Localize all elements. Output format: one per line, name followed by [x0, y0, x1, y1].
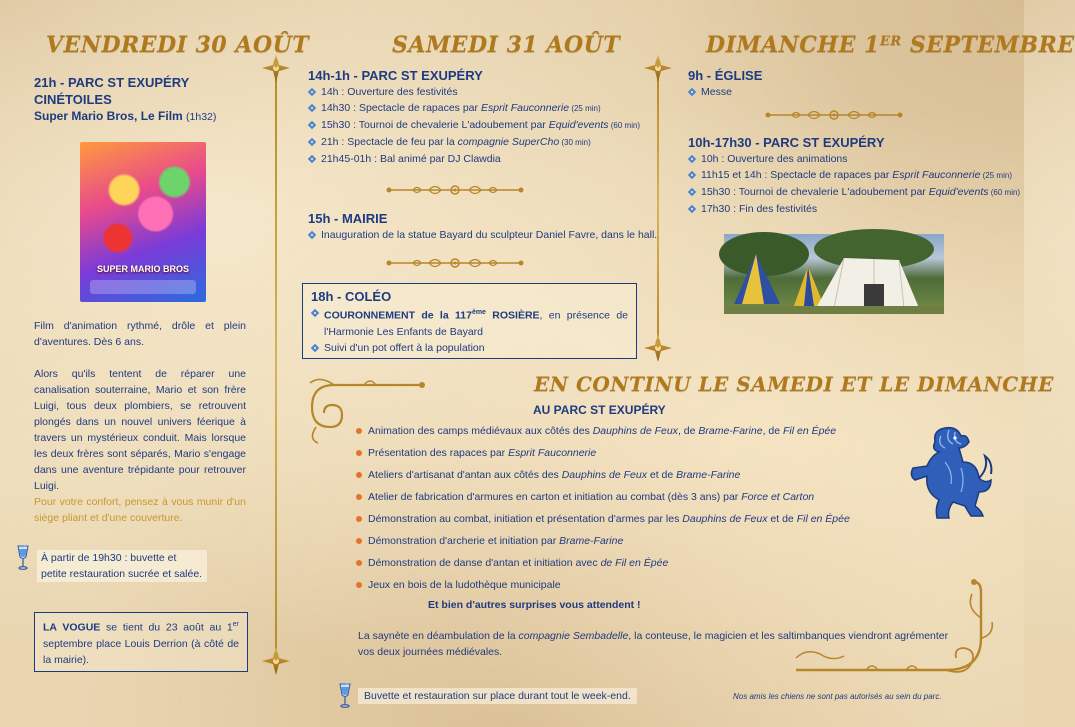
continuous-title: EN CONTINU LE SAMEDI ET LE DIMANCHE [534, 372, 1054, 396]
friday-description-2: Alors qu'ils tentent de réparer une canalisation souterraine, Mario et son frère Luigi, tous deux plombiers, se retrouvent plongés dans un nouvel univers féerique à travers un mystérieux conduit. Mais lorsque les deux frères sont séparés, Mario s'engage dans une aventure trépidante pour retrouver Luigi. [34, 368, 246, 492]
saynete-text: La saynète en déambulation de la compagnie Sembadelle, la conteuse, le magicien et les saltimbanques viendront agrémenter vos deux journées médiévales. [358, 630, 949, 658]
movie-poster [80, 142, 206, 302]
sunday-venue-2: 10h-17h30 - PARC ST EXUPÉRY [688, 135, 885, 150]
divider-right [657, 72, 659, 344]
saturday-venue-2: 15h - MAIRIE [308, 211, 388, 226]
continuous-buvette: Buvette et restauration sur place durant tout le week-end. [358, 688, 637, 704]
activity-item: Démonstration d'archerie et initiation par Brame-Farine [356, 530, 876, 552]
friday-venue: 21h - PARC ST EXUPÉRY [34, 75, 190, 90]
ornament-divider [385, 183, 525, 197]
activity-item: Présentation des rapaces par Esprit Fauconnerie [356, 442, 876, 464]
friday-buvette: À partir de 19h30 : buvette et petite restauration sucrée et salée. [37, 550, 207, 582]
list-item: 11h15 et 14h : Spectacle de rapaces par Esprit Fauconnerie (25 min) [688, 167, 1008, 184]
film-title: Super Mario Bros, Le Film [34, 109, 183, 123]
list-item: Suivi d'un pot offert à la population [311, 340, 628, 356]
sunday-venue-1: 9h - ÉGLISE [688, 68, 763, 83]
friday-event: CINÉTOILES [34, 92, 112, 107]
ornament-divider [764, 108, 904, 122]
activity-item: Démonstration de danse d'antan et initiation avec de Fil en Épée [356, 552, 876, 574]
sunday-block-1 [688, 68, 1008, 100]
activity-item: Ateliers d'artisanat d'antan aux côtés des Dauphins de Feux et de Brame-Farine [356, 464, 876, 486]
medieval-tents-photo [724, 234, 944, 314]
divider-left [275, 72, 277, 660]
ornament-divider [385, 256, 525, 270]
list-item: 21h45-01h : Bal animé par DJ Clawdia [308, 151, 648, 167]
list-item: Messe [688, 84, 1008, 100]
list-item: COURONNEMENT de la 117ème ROSIÈRE, en présence de l'Harmonie Les Enfants de Bayard [311, 305, 628, 340]
friday-film [34, 108, 254, 126]
friday-title: VENDREDI 30 AOÛT [46, 32, 310, 58]
activity-item: Animation des camps médiévaux aux côtés des Dauphins de Feux, de Brame-Farine, de Fil en Épée [356, 420, 876, 442]
activity-item: Atelier de fabrication d'armures en carton et initiation au combat (dès 3 ans) par Force et Carton [356, 486, 876, 508]
list-item: 10h : Ouverture des animations [688, 151, 1008, 167]
activity-item: Jeux en bois de la ludothèque municipale [356, 574, 876, 596]
friday-description-1: Film d'animation rythmé, drôle et plein d'aventures. Dès 6 ans. [34, 320, 246, 348]
list-item: 17h30 : Fin des festivités [688, 201, 1008, 217]
continuous-subtitle: AU PARC ST EXUPÉRY [533, 403, 666, 417]
friday-comfort-note: Pour votre confort, pensez à vous munir d'un siège pliant et d'une couverture. [34, 496, 246, 524]
coleo-box [302, 283, 637, 359]
list-item: 15h30 : Tournoi de chevalerie L'adoubement par Equid'events (60 min) [688, 184, 1008, 201]
drink-glass-icon [338, 682, 352, 708]
vogue-text: LA VOGUE se tient du 23 août au 1er septembre place Louis Derrion (à côté de la mairie). [43, 621, 239, 666]
list-item: 14h30 : Spectacle de rapaces par Esprit Fauconnerie (25 min) [308, 100, 648, 117]
list-item: 21h : Spectacle de feu par la compagnie SuperCho (30 min) [308, 134, 648, 151]
film-duration: (1h32) [186, 111, 217, 123]
continuous-activity-list [356, 420, 876, 596]
saturday-venue-3: 18h - COLÉO [311, 289, 392, 304]
drink-glass-icon [16, 544, 30, 570]
heraldic-lion-icon [905, 422, 995, 522]
corner-scroll-ornament-bottom-right [796, 578, 996, 678]
sunday-block-2 [688, 135, 1021, 217]
fleur-de-lys-icon [643, 333, 673, 363]
list-item: Inauguration de la statue Bayard du sculpteur Daniel Favre, dans le hall. [308, 227, 648, 243]
saturday-block-1 [308, 68, 648, 167]
fleur-de-lys-icon [261, 646, 291, 676]
saturday-schedule-1 [308, 84, 648, 167]
saturday-title: SAMEDI 31 AOÛT [392, 32, 621, 58]
tents-illustration [724, 234, 944, 314]
dogs-notice: Nos amis les chiens ne sont pas autorisés au sein du parc. [733, 692, 942, 701]
activity-item: Démonstration au combat, initiation et présentation d'armes par les Dauphins de Feux et de Fil en Épée [356, 508, 876, 530]
list-item: 15h30 : Tournoi de chevalerie L'adoubement par Equid'events (60 min) [308, 117, 648, 134]
vogue-bold: LA VOGUE [43, 621, 101, 634]
list-item: 14h : Ouverture des festivités [308, 84, 648, 100]
saturday-venue-1: 14h-1h - PARC ST EXUPÉRY [308, 68, 483, 83]
poster-title: SUPER MARIO BROS [96, 264, 189, 274]
sunday-title: DIMANCHE 1ER SEPTEMBRE [706, 32, 1075, 58]
saturday-block-2 [308, 211, 658, 243]
friday-header [34, 74, 254, 126]
surprise-text: Et bien d'autres surprises vous attendent ! [428, 599, 641, 611]
vogue-box [34, 612, 248, 672]
